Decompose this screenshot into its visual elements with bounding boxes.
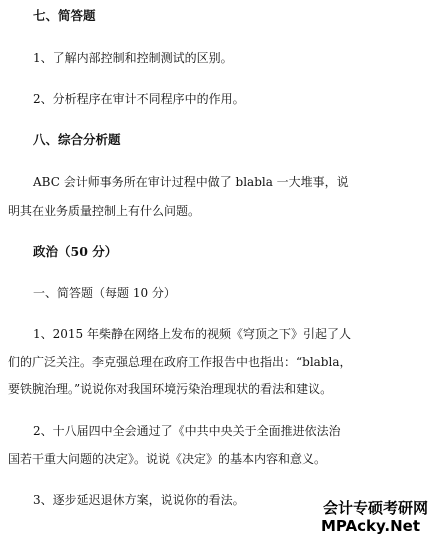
section-8-paragraph-line-2: 明其在业务质量控制上有什么问题。 [8, 204, 201, 218]
section-8-paragraph-line-1: ABC 会计师事务所在审计过程中做了 blabla 一大堆事，说 [33, 175, 349, 189]
watermark-site-name: 会计专硕考研网 [322, 499, 428, 517]
politics-q2-line-2: 国若干重大问题的决定》。说说《决定》的基本内容和意义。 [8, 452, 327, 466]
politics-title: 政治（50 分） [33, 244, 118, 259]
politics-q2-line-1: 2、十八届四中全会通过了《中共中央关于全面推进依法治 [33, 424, 341, 438]
section-7-question-1: 1、了解内部控制和控制测试的区别。 [33, 51, 233, 65]
politics-q1-line-3: 要铁腕治理。”说说你对我国环境污染治理现状的看法和建议。 [8, 382, 333, 396]
politics-q1-line-2: 们的广泛关注。李克强总理在政府工作报告中也指出：“blabla， [8, 355, 352, 369]
politics-q1-line-1: 1、2015 年柴静在网络上发布的视频《穹顶之下》引起了人 [33, 327, 351, 341]
politics-subtitle: 一、简答题（每题 10 分） [33, 286, 176, 300]
section-7-title: 七、简答题 [33, 8, 96, 23]
section-8-title: 八、综合分析题 [33, 132, 121, 147]
politics-q3-line-1: 3、逐步延迟退休方案，说说你的看法。 [33, 493, 245, 507]
watermark-site-url: MPAcky.Net [320, 517, 420, 535]
section-7-question-2: 2、分析程序在审计不同程序中的作用。 [33, 92, 245, 106]
